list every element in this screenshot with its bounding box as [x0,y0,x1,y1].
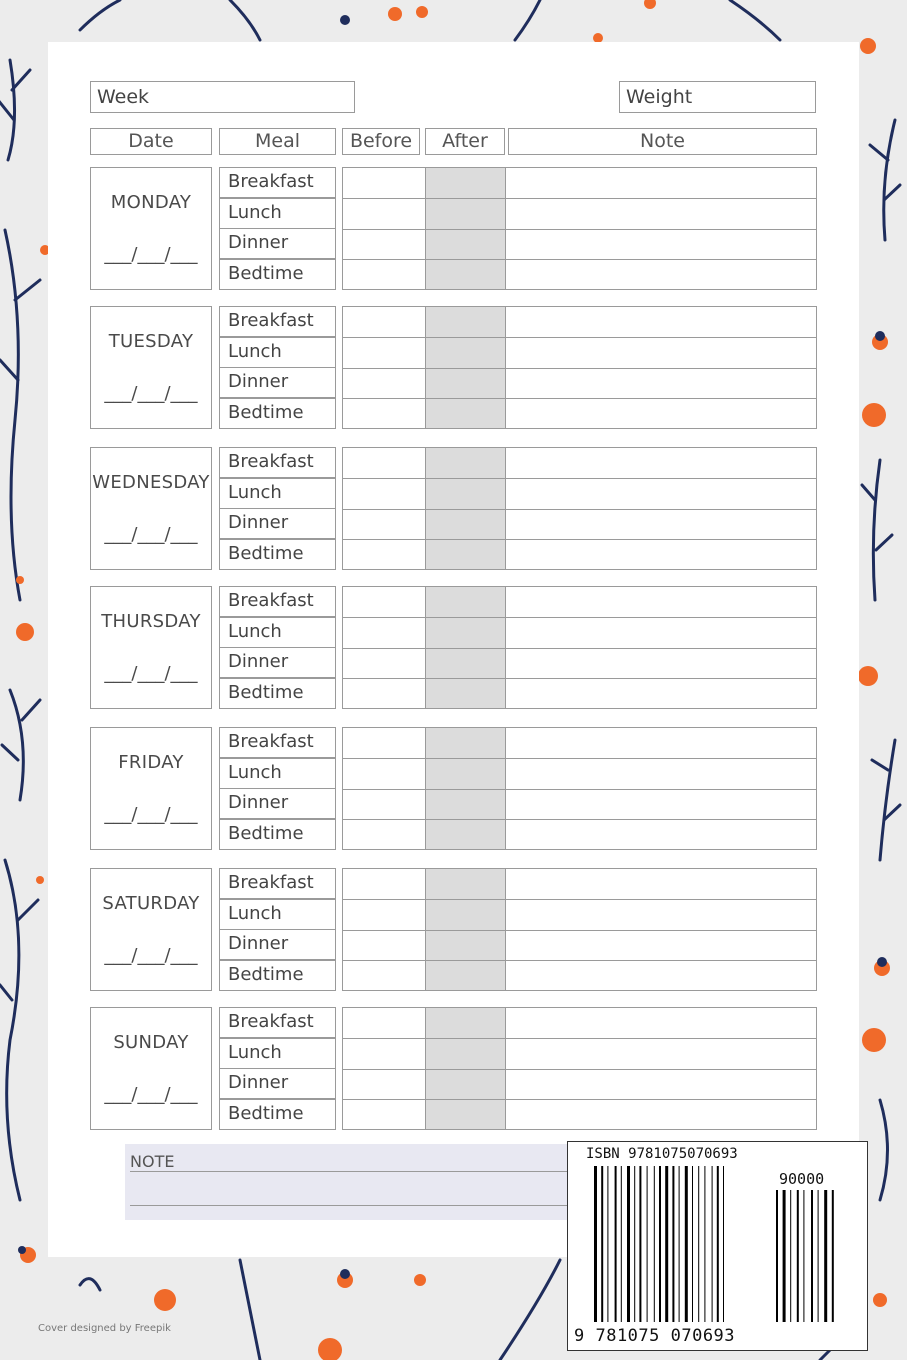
meal-cell: Dinner [219,508,336,539]
note-line [130,1205,570,1206]
day-date-blank[interactable]: ___/___/___ [104,804,198,825]
day-name: TUESDAY [108,331,194,352]
meal-cell: Lunch [219,1038,336,1069]
meal-cell: Dinner [219,647,336,678]
row-divider [343,617,816,618]
meal-cell: Dinner [219,788,336,819]
day-name: SUNDAY [113,1032,189,1053]
barcode-bar [607,1166,608,1322]
reading-grid[interactable] [342,727,817,850]
isbn-text: ISBN 9781075070693 [586,1146,738,1162]
meal-cell: Dinner [219,228,336,259]
week-field[interactable] [90,81,355,113]
barcode-bar [647,1166,648,1322]
ean-digits: 9 781075 070693 [574,1326,736,1346]
day-name: MONDAY [110,192,192,213]
barcode-bar [824,1190,827,1322]
meal-cell: Breakfast [219,868,336,899]
row-divider [343,789,816,790]
weight-label: Weight [626,86,693,108]
barcode-bar [712,1166,713,1322]
row-divider [343,509,816,510]
meal-cell: Breakfast [219,447,336,478]
isbn-barcode [567,1141,868,1351]
column-header-meal: Meal [219,128,336,155]
row-divider [343,337,816,338]
day-label-box [90,868,212,991]
row-divider [343,648,816,649]
weight-field[interactable] [619,81,816,113]
meal-cell: Bedtime [219,678,336,709]
barcode-bar [672,1166,674,1322]
reading-grid[interactable] [342,868,817,991]
meal-cell: Bedtime [219,960,336,991]
row-divider [343,259,816,260]
day-label-box [90,1007,212,1130]
barcode-bar [692,1166,693,1322]
meal-cell: Breakfast [219,306,336,337]
meal-cell: Lunch [219,337,336,368]
meal-cell: Bedtime [219,539,336,570]
day-date-blank[interactable]: ___/___/___ [104,524,198,545]
row-divider [343,1099,816,1100]
meal-cell: Lunch [219,899,336,930]
barcode-bar [783,1190,786,1322]
barcode-bar [832,1190,834,1322]
row-divider [343,930,816,931]
meal-cell: Bedtime [219,259,336,290]
row-divider [343,960,816,961]
day-date-blank[interactable]: ___/___/___ [104,663,198,684]
cover-credit: Cover designed by Freepik [38,1323,171,1334]
barcode-bar [698,1166,699,1322]
barcode-bar [811,1190,813,1322]
barcode-bar [723,1166,724,1322]
row-divider [343,398,816,399]
barcode-bar [803,1190,804,1322]
meal-cell: Lunch [219,758,336,789]
meal-cell: Breakfast [219,727,336,758]
row-divider [343,478,816,479]
day-name: THURSDAY [101,611,201,632]
meal-cell: Breakfast [219,167,336,198]
barcode-bar [627,1166,630,1322]
day-name: WEDNESDAY [92,472,210,493]
barcode-bar [797,1190,799,1322]
meal-cell: Bedtime [219,1099,336,1130]
day-date-blank[interactable]: ___/___/___ [104,244,198,265]
reading-grid[interactable] [342,306,817,429]
barcode-bar [594,1166,597,1322]
column-header-note: Note [508,128,817,155]
day-label-box [90,447,212,570]
barcode-bar [717,1166,719,1322]
day-label-box [90,167,212,290]
row-divider [343,368,816,369]
reading-grid[interactable] [342,1007,817,1130]
barcode-bar [654,1166,655,1322]
reading-grid[interactable] [342,167,817,290]
note-label: NOTE [130,1152,175,1171]
reading-grid[interactable] [342,586,817,709]
barcode-bar [790,1190,791,1322]
column-header-after: After [425,128,505,155]
day-label-box [90,306,212,429]
reading-grid[interactable] [342,447,817,570]
row-divider [343,678,816,679]
barcode-bar [818,1190,819,1322]
meal-cell: Dinner [219,1068,336,1099]
barcode-bar [659,1166,661,1322]
barcode-bar [634,1166,635,1322]
day-name: SATURDAY [102,893,200,914]
meal-cell: Lunch [219,617,336,648]
row-divider [343,819,816,820]
barcode-bar [704,1166,705,1322]
meal-cell: Dinner [219,929,336,960]
barcode-bar [776,1190,778,1322]
barcode-bar [615,1166,617,1322]
day-date-blank[interactable]: ___/___/___ [104,945,198,966]
column-header-before: Before [342,128,420,155]
barcode-bars [568,1142,869,1352]
day-label-box [90,586,212,709]
row-divider [343,1069,816,1070]
day-date-blank[interactable]: ___/___/___ [104,1084,198,1105]
meal-cell: Breakfast [219,1007,336,1038]
column-header-date: Date [90,128,212,155]
barcode-bar [601,1166,603,1322]
barcode-bar [679,1166,680,1322]
price-code: 90000 [779,1170,825,1188]
note-line [130,1171,570,1172]
meal-cell: Bedtime [219,819,336,850]
barcode-bar [665,1166,668,1322]
barcode-bar [639,1166,641,1322]
barcode-bar [685,1166,688,1322]
day-name: FRIDAY [118,752,184,773]
row-divider [343,758,816,759]
row-divider [343,899,816,900]
barcode-bar [621,1166,622,1322]
week-label: Week [97,86,150,108]
meal-cell: Lunch [219,198,336,229]
note-area[interactable] [125,1144,575,1220]
meal-cell: Bedtime [219,398,336,429]
row-divider [343,1038,816,1039]
row-divider [343,229,816,230]
row-divider [343,198,816,199]
meal-cell: Dinner [219,367,336,398]
meal-cell: Breakfast [219,586,336,617]
day-label-box [90,727,212,850]
row-divider [343,539,816,540]
day-date-blank[interactable]: ___/___/___ [104,383,198,404]
meal-cell: Lunch [219,478,336,509]
